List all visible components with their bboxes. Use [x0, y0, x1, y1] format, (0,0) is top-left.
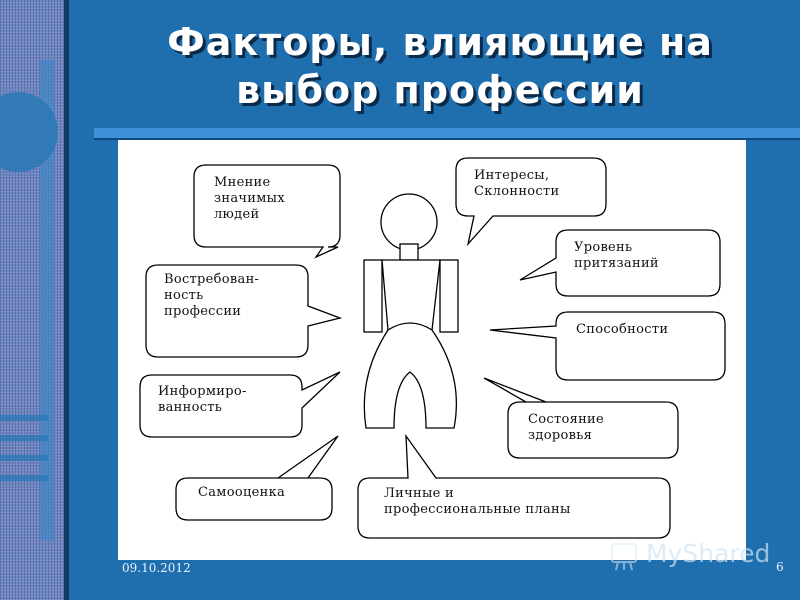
- human-figure: [364, 194, 458, 428]
- slide-date: 09.10.2012: [122, 561, 191, 575]
- factor-abilities-label: Способности: [576, 322, 669, 337]
- left-decorative-strip: [0, 0, 66, 600]
- slide-number: 6: [776, 560, 784, 574]
- title-divider: [94, 128, 800, 138]
- figure-neck: [400, 244, 418, 260]
- factor-plans-label: Личные и профессиональные планы: [384, 486, 571, 517]
- figure-head: [381, 194, 437, 250]
- factor-aspirations-label: Уровень притязаний: [574, 240, 659, 271]
- figure-legs: [364, 323, 456, 428]
- factor-opinion-label: Мнение значимых людей: [214, 175, 285, 222]
- strip-line: [0, 455, 48, 461]
- strip-edge: [64, 0, 69, 600]
- figure-right-arm: [440, 260, 458, 332]
- strip-line: [0, 475, 48, 481]
- factor-interests-label: Интересы, Склонности: [474, 168, 560, 199]
- factor-demand-label: Востребован- ность профессии: [164, 272, 260, 319]
- watermark-text: MyShared: [646, 539, 771, 568]
- factor-health-label: Состояние здоровья: [528, 412, 604, 443]
- figure-left-arm: [364, 260, 382, 332]
- figure-torso: [382, 260, 440, 330]
- strip-line: [0, 415, 48, 421]
- factor-selfesteem-label: Самооценка: [198, 485, 286, 500]
- diagram-canvas: [118, 140, 746, 560]
- strip-line: [0, 435, 48, 441]
- factor-awareness-label: Информиро- ванность: [158, 384, 247, 415]
- slide-title: Факторы, влияющие на выбор профессии: [167, 20, 713, 112]
- bubble-selfesteem: [176, 436, 338, 520]
